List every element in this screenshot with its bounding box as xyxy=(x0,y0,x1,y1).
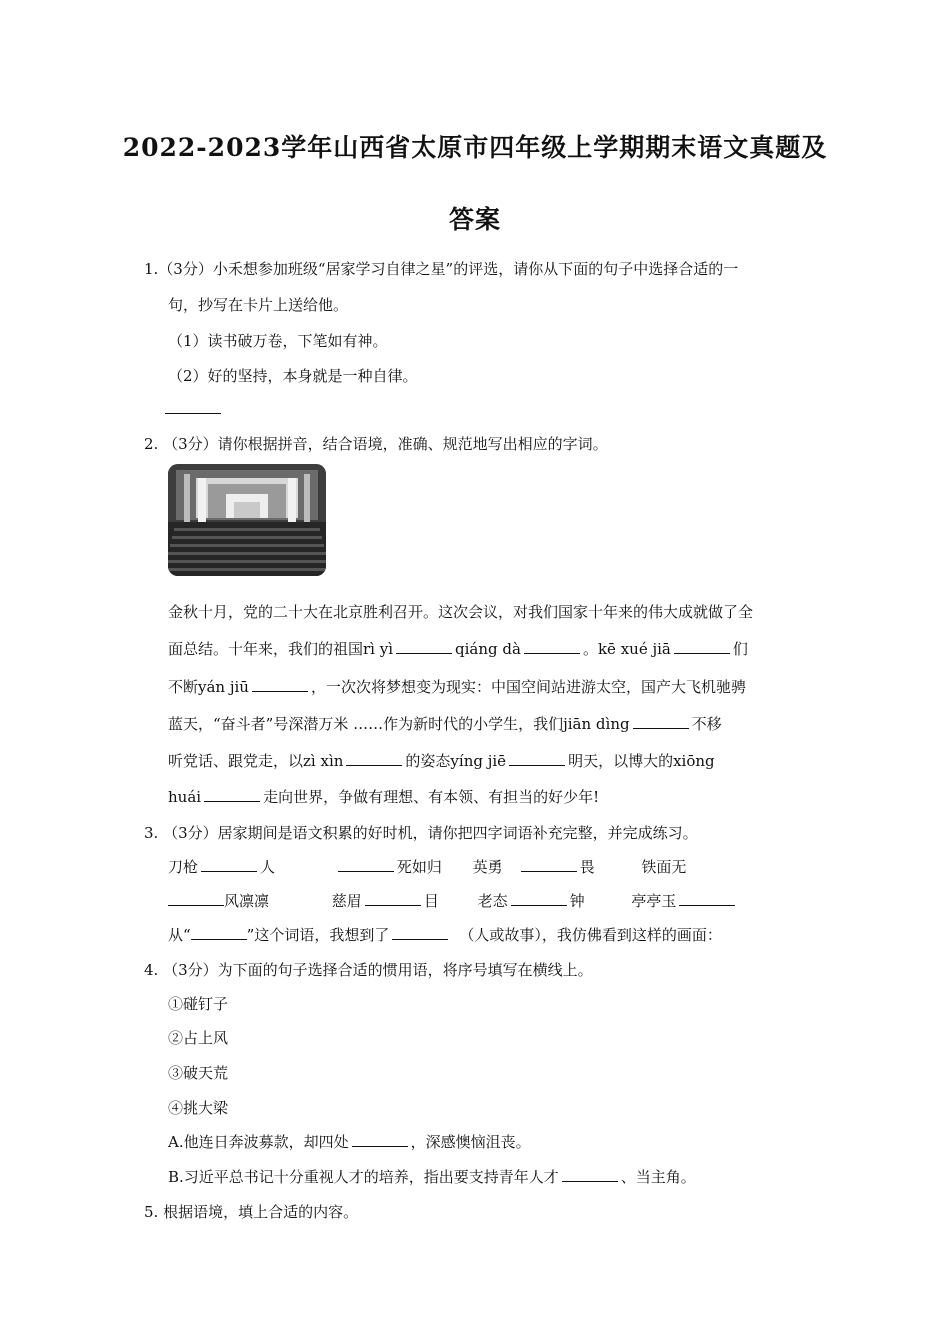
document-title-line-1: 2022-2023学年山西省太原市四年级上学期期末语文真题及 xyxy=(122,133,828,162)
q3-blank[interactable] xyxy=(338,856,394,872)
q2-text: 不移 xyxy=(691,715,722,733)
q4-sentence-a xyxy=(168,1131,531,1153)
q2-passage-line-5 xyxy=(168,750,715,772)
q2-text: 走向世界，争做有理想、有本领、有担当的好少年! xyxy=(263,788,600,806)
q2-prompt: 2. （3分）请你根据拼音，结合语境，准确、规范地写出相应的字词。 xyxy=(144,435,608,453)
q2-blank-2[interactable] xyxy=(524,638,580,654)
q4-option-4: ④挑大梁 xyxy=(168,1099,229,1117)
q4-text: A.他连日奔波募款，却四处 xyxy=(168,1133,349,1151)
q2-pinyin-jianding: jiān dìng xyxy=(563,715,630,733)
q3-blank[interactable] xyxy=(365,890,421,906)
q2-pinyin-xiong: xiōng xyxy=(673,752,715,770)
q2-passage-line-2 xyxy=(168,638,748,660)
q2-text: 的姿态 xyxy=(405,752,451,770)
q3-word: 人 xyxy=(260,858,276,876)
q4-prompt: 4. （3分）为下面的句子选择合适的惯用语，将序号填写在横线上。 xyxy=(144,961,593,979)
q2-blank-6[interactable] xyxy=(346,750,402,766)
q3-word: 畏 xyxy=(579,858,595,876)
q4-text: ，深感懊恼沮丧。 xyxy=(410,1133,531,1151)
q3-blank[interactable] xyxy=(392,924,448,940)
q3-practice-line xyxy=(168,924,722,946)
q2-text: 们 xyxy=(732,640,748,658)
q1-answer-blank[interactable] xyxy=(165,398,221,420)
q3-word: 目 xyxy=(423,892,439,910)
q4-blank-a[interactable] xyxy=(352,1131,408,1147)
q2-pinyin-zixin: zì xìn xyxy=(303,752,344,770)
q3-word: 从“ xyxy=(168,926,191,944)
q5-prompt: 5. 根据语境，填上合适的内容。 xyxy=(144,1203,359,1221)
q3-word: 刀枪 xyxy=(168,858,199,876)
q4-sentence-b xyxy=(168,1166,696,1188)
q3-word: 亭亭玉 xyxy=(631,892,677,910)
q2-blank-7[interactable] xyxy=(509,750,565,766)
q4-option-1: ①碰钉子 xyxy=(168,995,229,1013)
q3-blank[interactable] xyxy=(191,924,247,940)
q1-prompt-line-2: 句，抄写在卡片上送给他。 xyxy=(168,296,349,314)
q4-option-2: ②占上风 xyxy=(168,1029,229,1047)
q1-option-1: （1）读书破万卷，下笔如有神。 xyxy=(168,332,388,350)
q3-word: 老态 xyxy=(477,892,508,910)
q2-pinyin-yingjie: yíng jiē xyxy=(450,752,507,770)
q2-blank-1[interactable] xyxy=(396,638,452,654)
q4-text: 、当主角。 xyxy=(620,1168,696,1186)
q2-blank-3[interactable] xyxy=(674,638,730,654)
q1-option-2: （2）好的坚持，本身就是一种自律。 xyxy=(168,367,418,385)
q3-word: 英勇 xyxy=(472,858,503,876)
q3-blank[interactable] xyxy=(679,890,735,906)
q2-pinyin-kexuejia: kē xué jiā xyxy=(597,640,671,658)
q3-word: （人或故事），我仿佛看到这样的画面： xyxy=(459,926,722,944)
q2-blank-5[interactable] xyxy=(633,713,689,729)
q3-word: ”这个词语，我想到了 xyxy=(246,926,390,944)
q3-blank[interactable] xyxy=(521,856,577,872)
document-title-line-2: 答案 xyxy=(448,205,501,234)
q2-passage-line-1: 金秋十月，党的二十大在北京胜利召开。这次会议，对我们国家十年来的伟大成就做了全 xyxy=(168,603,754,621)
q4-blank-b[interactable] xyxy=(562,1166,618,1182)
q2-text: 明天，以博大的 xyxy=(568,752,674,770)
q2-pinyin-riyi: rì yì xyxy=(363,640,394,658)
q2-pinyin-qiangda: qiáng dà xyxy=(455,640,521,658)
q2-text: ，一次次将梦想变为现实：中国空间站进游太空，国产大飞机驰骋 xyxy=(310,678,746,696)
q3-word: 钟 xyxy=(569,892,585,910)
q3-blank[interactable] xyxy=(511,890,567,906)
q3-idiom-row-1 xyxy=(168,856,686,878)
q3-word: 死如归 xyxy=(396,858,442,876)
q3-word: 铁面无 xyxy=(641,858,687,876)
q3-blank[interactable] xyxy=(201,856,257,872)
q2-blank-4[interactable] xyxy=(252,676,308,692)
q2-passage-line-4 xyxy=(168,713,722,735)
conference-hall-photo xyxy=(168,464,326,576)
q2-pinyin-yanjiu: yán jiū xyxy=(198,678,249,696)
q3-word: 慈眉 xyxy=(331,892,362,910)
q4-text: B.习近平总书记十分重视人才的培养，指出要支持青年人才 xyxy=(168,1168,559,1186)
q3-blank[interactable] xyxy=(168,890,224,906)
q2-text: 不断 xyxy=(168,678,199,696)
q2-text: 面总结。十年来，我们的祖国 xyxy=(168,640,364,658)
q2-pinyin-huai: huái xyxy=(168,788,202,806)
q2-passage-line-3 xyxy=(168,676,746,698)
q3-idiom-row-2 xyxy=(168,890,738,912)
q3-prompt: 3. （3分）居家期间是语文积累的好时机，请你把四字词语补充完整，并完成练习。 xyxy=(144,824,698,842)
q1-prompt-line-1: 1.（3分）小禾想参加班级“居家学习自律之星”的评选，请你从下面的句子中选择合适的一 xyxy=(144,260,739,278)
q4-option-3: ③破天荒 xyxy=(168,1064,229,1082)
q2-passage-line-6 xyxy=(168,786,599,808)
q2-blank-8[interactable] xyxy=(204,786,260,802)
q2-text: 。 xyxy=(582,640,598,658)
q2-text: 蓝天，“奋斗者”号深潜万米 ……作为新时代的小学生，我们 xyxy=(168,715,564,733)
q3-word: 风凛凛 xyxy=(224,892,270,910)
q2-text: 听党话、跟党走，以 xyxy=(168,752,304,770)
